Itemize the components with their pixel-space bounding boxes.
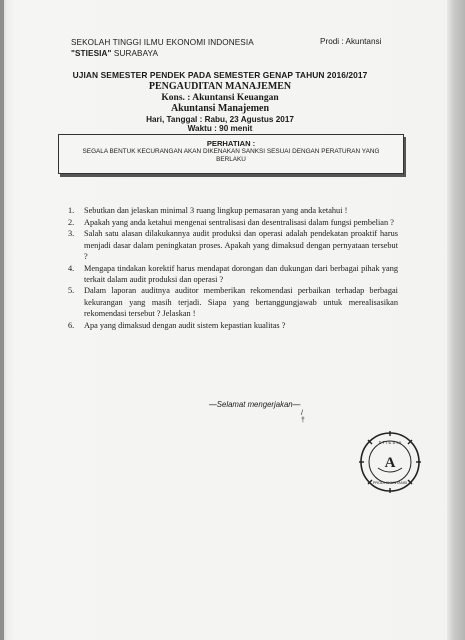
scan-right-edge [447, 0, 465, 640]
stamp-top-text: S T I E S I A [378, 440, 402, 445]
question-item [68, 320, 398, 331]
question-text: Mengapa tindakan korektif harus mendapat dorongan dan dukungan dari berbagai pihak yang terkait dalam audit produksi dan operasi ? [84, 263, 398, 284]
stamp-bottom-text: PRODI AKUNTANSI [372, 481, 408, 485]
question-text: Salah satu alasan dilakukannya audit produksi dan operasi adalah pendekatan proaktif harus menjadi dasar dalam peningkatan proses. Apakah yang dimaksud dengan pernyataan tersebut ? [84, 229, 398, 261]
stamp-letter: A [384, 455, 396, 471]
school-name-line [71, 48, 254, 59]
course-title: PENGAUDITAN MANAJEMEN [148, 81, 292, 92]
question-number: 1. [68, 206, 75, 215]
question-item [68, 263, 398, 285]
question-item [68, 205, 398, 216]
question-text: Dalam laporan auditnya auditor memberikan rekomendasi perbaikan terhadap berbagai kekurangan yang masih terjadi. Siapa yang bertanggungjawab untuk merealisasikan rekomendasi tersebut ? Jelaskan ! [84, 286, 398, 318]
question-text: Sebutkan dan jelaskan minimal 3 ruang lingkup pemasaran yang anda ketahui ! [84, 206, 348, 215]
signature-mark: /† [301, 410, 305, 424]
closing-line [209, 400, 305, 424]
notice-text: SEGALA BENTUK KECURANGAN AKAN DIKENAKAN SANKSI SESUAI DENGAN PERATURAN YANG BERLAKU [82, 148, 380, 163]
question-number: 2. [68, 217, 75, 227]
school-city: SURABAYA [111, 49, 159, 58]
stamp-seal [358, 430, 422, 494]
notice-title: PERHATIAN : [206, 139, 256, 148]
question-text: Apakah yang anda ketahui mengenai sentralisasi dan desentralisasi dalam fungsi pembelian ? [84, 217, 394, 227]
question-item [68, 285, 398, 319]
exam-title: UJIAN SEMESTER PENDEK PADA SEMESTER GENAP TAHUN 2016/2017 [72, 70, 368, 80]
exam-title-block [60, 70, 380, 133]
closing-text: —Selamat mengerjakan— [209, 400, 301, 409]
exam-date: Hari, Tanggal : Rabu, 23 Agustus 2017 [146, 115, 294, 124]
exam-duration: Waktu : 90 menit [187, 124, 253, 133]
question-number: 5. [68, 286, 75, 296]
institution-header [71, 37, 254, 59]
concentration-line-2: Akuntansi Manajemen [170, 103, 270, 114]
school-name: "STIESIA" [71, 49, 112, 58]
concentration-line: Kons. : Akuntansi Keuangan [161, 93, 279, 103]
question-list [68, 205, 398, 331]
school-line: SEKOLAH TINGGI ILMU EKONOMI INDONESIA [71, 38, 254, 47]
question-item [68, 217, 398, 228]
institution-stamp [358, 430, 422, 499]
question-item [68, 228, 398, 262]
notice-box [58, 134, 404, 174]
prodi-label: Prodi : Akuntansi [320, 37, 382, 46]
question-number: 6. [68, 320, 75, 330]
question-text: Apa yang dimaksud dengan audit sistem kepastian kualitas ? [84, 320, 286, 330]
scan-left-edge [0, 0, 4, 640]
question-number: 4. [68, 263, 75, 273]
question-number: 3. [68, 229, 75, 239]
